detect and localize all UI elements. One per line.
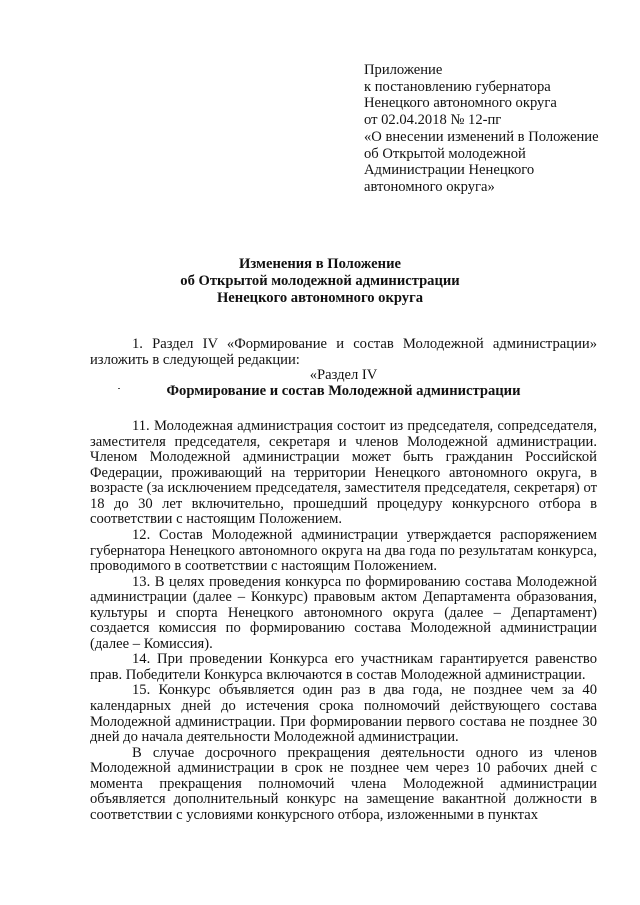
- appendix-block: [364, 62, 626, 196]
- title-line: Ненецкого автономного округа: [216, 289, 424, 306]
- title-line: Изменения в Положение: [239, 256, 401, 272]
- appendix-line: к постановлению губернатора: [364, 78, 551, 95]
- appendix-line: от 02.04.2018 № 12-пг: [364, 112, 502, 129]
- document-body: [90, 337, 597, 823]
- appendix-line: Ненецкого автономного округа: [364, 95, 557, 112]
- paragraph-15-cont: В случае досрочного прекращения деятельности одного из членов Молодежной администрации в срок не позднее чем через 10 рабочих дней с момента прекращения полномочий члена Молодежной администрации объявляется дополнительный конкурс на замещение вакантной должности в соответствии с условиями конкурсного отбора, изложенными в пунктах: [90, 744, 597, 823]
- paragraph-14: 14. При проведении Конкурса его участникам гарантируется равенство прав. Победители Конкурса включаются в состав Молодежной администрации.: [90, 651, 597, 683]
- section-title: Формирование и состав Молодежной администрации: [166, 382, 521, 399]
- spacer: [90, 399, 597, 419]
- paragraph-13: 13. В целях проведения конкурса по формированию состава Молодежной администрации (далее – Конкурс) правовым актом Департамента образования, культуры и спорта Ненецкого автономного округа (далее – Департамент) создается комиссия по формированию состава Молодежной администрации (далее – Комиссия).: [90, 573, 597, 652]
- appendix-line: автономного округа»: [364, 178, 495, 195]
- appendix-line: «О внесении изменений в Положение: [364, 128, 599, 145]
- appendix-line: об Открытой молодежной: [364, 145, 526, 162]
- title-line: об Открытой молодежной администрации: [180, 272, 460, 289]
- paragraph-15: 15. Конкурс объявляется один раз в два года, не позднее чем за 40 календарных дней до истечения срока полномочий действующего состава Молодежной администрации. При формировании первого состава не позднее 30 дней до начала деятельности Молодежной администрации.: [90, 682, 597, 746]
- paragraph-11: 11. Молодежная администрация состоит из председателя, сопредседателя, заместителя председателя, секретаря и членов Молодежной администрации. Членом Молодежной администрации может быть гражданин Российской Федерации, проживающий на территории Ненецкого автономного округа, в возрасте (за исключением председателя, заместителя председателя, секретаря) от 18 до 30 лет включительно, прошедший процедуру конкурсного отбора в соответствии с настоящим Положением.: [90, 418, 597, 528]
- document-title: [0, 256, 640, 306]
- section-label: «Раздел IV: [309, 367, 378, 384]
- appendix-line: Администрации Ненецкого: [364, 162, 535, 179]
- intro-paragraph: 1. Раздел IV «Формирование и состав Молодежной администрации» изложить в следующей редакции:: [90, 336, 597, 368]
- appendix-line: Приложение: [364, 62, 443, 78]
- paragraph-12: 12. Состав Молодежной администрации утверждается распоряжением губернатора Ненецкого автономного округа на два года по результатам конкурса, проводимого в соответствии с настоящим Положением.: [90, 527, 597, 575]
